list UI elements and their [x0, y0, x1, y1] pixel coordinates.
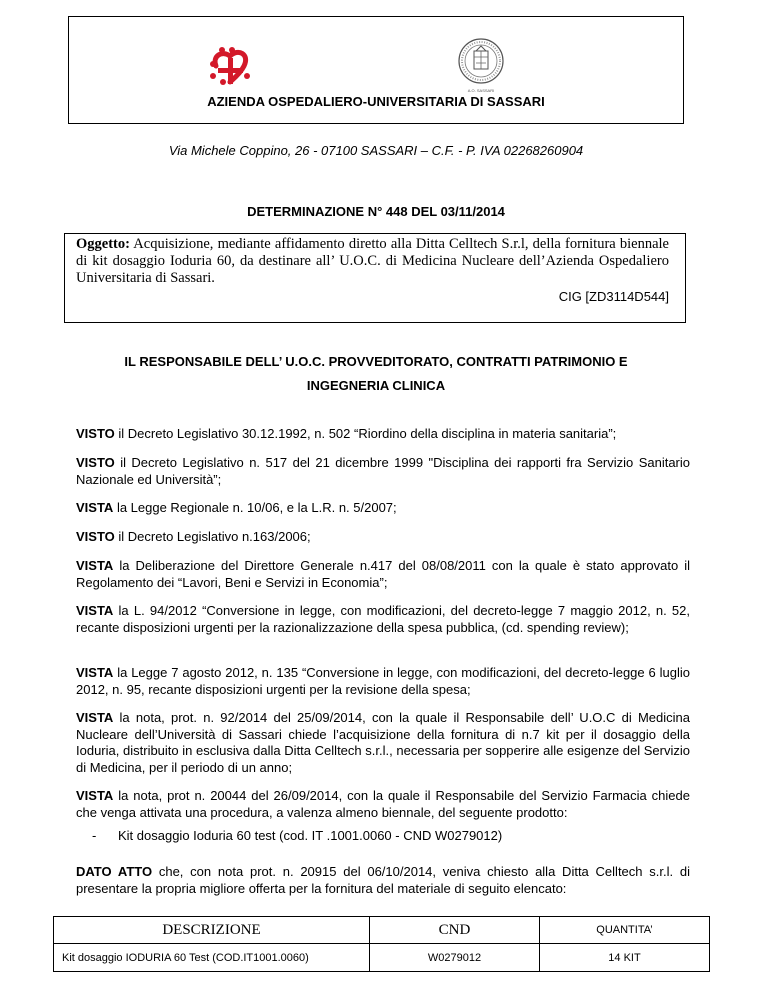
- paragraph-text: il Decreto Legislativo n.163/2006;: [114, 529, 311, 544]
- paragraph-lead: VISTA: [76, 665, 114, 680]
- hospital-logo-icon: [208, 44, 254, 86]
- paragraph-text: la Legge Regionale n. 10/06, e la L.R. n. 5/2007;: [113, 500, 397, 515]
- paragraph-lead: VISTA: [76, 788, 114, 803]
- header-cnd: CND: [370, 917, 540, 944]
- paragraph: [76, 710, 690, 776]
- bullet-dash: -: [92, 828, 97, 843]
- paragraph: [76, 665, 690, 698]
- paragraph-text: la nota, prot n. 20044 del 26/09/2014, con la quale il Responsabile del Servizio Farmacia chiede che venga attivata una procedura, a valenza almeno biennale, del seguente prodotto:: [76, 788, 690, 820]
- paragraph-lead: VISTA: [76, 500, 114, 515]
- paragraph-text: la L. 94/2012 “Conversione in legge, con modificazioni, del decreto-legge 7 maggio 2012, n. 52, recante disposizioni urgenti per la razionalizzazione della spesa pubblica, (cd. spending review);: [76, 603, 690, 635]
- responsible-heading: [100, 350, 652, 398]
- organization-address: Via Michele Coppino, 26 - 07100 SASSARI – C.F. - P. IVA 02268260904: [168, 143, 584, 158]
- subject-label: Oggetto:: [76, 236, 130, 252]
- paragraph: [76, 500, 690, 517]
- paragraph-lead: VISTA: [76, 603, 114, 618]
- subject-text: [76, 236, 669, 287]
- bullet-item: Kit dosaggio Ioduria 60 test (cod. IT .1001.0060 - CND W0279012): [118, 828, 503, 843]
- subject-body: Acquisizione, mediante affidamento diretto alla Ditta Celltech S.r.l, della fornitura biennale di kit dosaggio Ioduria 60, da destinare all’ U.O.C. di Medicina Nucleare dell’Azienda Ospedaliero Universitaria di Sassari.: [76, 236, 669, 286]
- paragraph-lead: VISTA: [76, 558, 114, 573]
- responsible-line-1: IL RESPONSABILE DELL’ U.O.C. PROVVEDITORATO, CONTRATTI PATRIMONIO E: [124, 354, 628, 369]
- cell-descrizione: Kit dosaggio IODURIA 60 Test (COD.IT1001.0060): [54, 944, 370, 972]
- organization-name: AZIENDA OSPEDALIERO-UNIVERSITARIA DI SASSARI: [207, 94, 545, 109]
- header-descrizione: DESCRIZIONE: [54, 917, 370, 944]
- paragraph-lead: VISTO: [76, 426, 115, 441]
- paragraph-lead: VISTO: [76, 529, 115, 544]
- cell-quantita: 14 KIT: [540, 944, 710, 972]
- header-quantita: QUANTITA’: [540, 917, 710, 944]
- paragraph-lead: DATO ATTO: [76, 864, 153, 879]
- determination-title: DETERMINAZIONE N° 448 DEL 03/11/2014: [247, 204, 505, 219]
- paragraph-lead: VISTO: [76, 455, 115, 470]
- paragraph: [76, 426, 690, 443]
- paragraph: [76, 455, 690, 488]
- cell-cnd: W0279012: [370, 944, 540, 972]
- paragraph: [76, 788, 690, 821]
- cig-code: CIG [ZD3114D544]: [558, 289, 669, 304]
- paragraph: [76, 864, 690, 897]
- university-seal-icon: [457, 37, 505, 85]
- paragraph-text: che, con nota prot. n. 20915 del 06/10/2014, veniva chiesto alla Ditta Celltech s.r.l. di presentare la propria migliore offerta per la fornitura del materiale di seguito elencato:: [76, 864, 690, 896]
- paragraph-text: la Legge 7 agosto 2012, n. 135 “Conversione in legge, con modificazioni, del decreto-legge 6 luglio 2012, n. 95, recante disposizioni urgenti per la revisione della spesa;: [76, 665, 690, 697]
- paragraph-lead: VISTA: [76, 710, 114, 725]
- table-header-row: [54, 917, 710, 944]
- items-table: [53, 916, 710, 972]
- table-row: [54, 944, 710, 972]
- paragraph-text: la nota, prot. n. 92/2014 del 25/09/2014, con la quale il Responsabile dell’ U.O.C di Medicina Nucleare dell’Università di Sassari chiede l’acquisizione della fornitura di n.7 kit per il dosaggio della Ioduria, distribuito in esclusiva dalla Ditta Celltech s.r.l., necessaria per sopperire alle esigenze del Servizio di Medicina, per il periodo di un anno;: [76, 710, 690, 775]
- paragraph-text: il Decreto Legislativo 30.12.1992, n. 502 “Riordino della disciplina in materia sanitaria”;: [114, 426, 617, 441]
- subject-box: [64, 233, 686, 323]
- seal-caption: A.O. SASSARI: [467, 88, 495, 93]
- paragraph-text: la Deliberazione del Direttore Generale n.417 del 08/08/2011 con la quale è stato approvato il Regolamento dei “Lavori, Beni e Servizi in Economia”;: [76, 558, 690, 590]
- paragraph: [76, 529, 690, 546]
- paragraph-text: il Decreto Legislativo n. 517 del 21 dicembre 1999 "Disciplina dei rapporti fra Servizio Sanitario Nazionale ed Università”;: [76, 455, 690, 487]
- paragraph: [76, 558, 690, 591]
- paragraph: [76, 603, 690, 636]
- responsible-line-2: INGEGNERIA CLINICA: [306, 378, 446, 393]
